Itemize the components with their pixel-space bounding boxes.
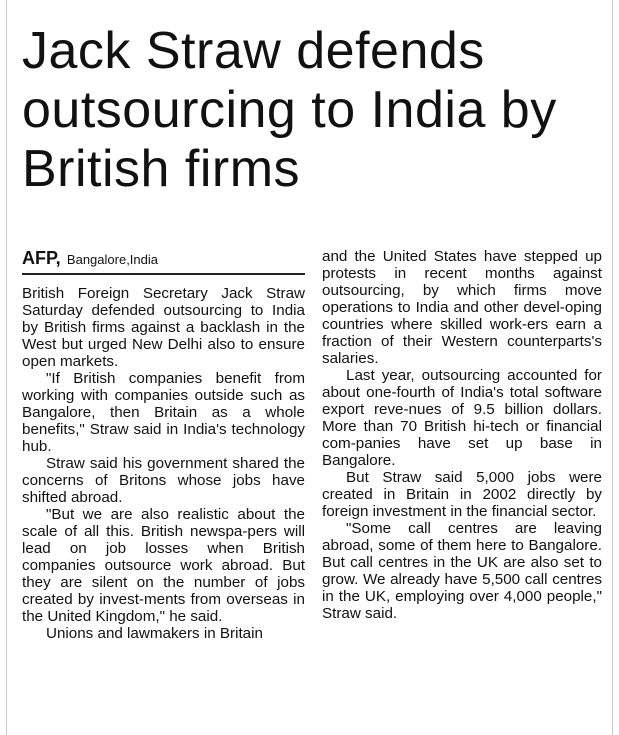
paragraph: "If British companies benefit from working with companies outside such as Bangalore, then Britain as a whole benefits," Straw said in India's technology hub. [22, 370, 305, 455]
paragraph: "But we are also realistic about the scale of all this. British newspa-pers will lead on job losses when British companies outsource work abroad. But they are silent on the number of jobs created by invest-ments from overseas in the United Kingdom," he said. [22, 506, 305, 625]
paragraph: and the United States have stepped up protests in recent months against outsourcing, by which firms move operations to India and other devel-oping countries where skilled work-ers earn a fraction of their Western counterparts's salaries. [322, 248, 602, 367]
paragraph: Last year, outsourcing accounted for about one-fourth of India's total software export reve-nues of 9.5 billion dollars. More than 70 British hi-tech or financial com-panies have set up base in Bangalore. [322, 367, 602, 469]
page-border-right [612, 0, 613, 735]
page-border-left [6, 0, 7, 735]
byline-agency: AFP, [22, 248, 61, 268]
article-column-left [22, 248, 305, 642]
byline-location: Bangalore,India [66, 252, 158, 267]
article-column-right [322, 248, 602, 622]
paragraph: But Straw said 5,000 jobs were created in Britain in 2002 directly by foreign investment in the financial sector. [322, 469, 602, 520]
byline [22, 248, 305, 268]
paragraph: "Some call centres are leaving abroad, some of them here to Bangalore. But call centres in the UK are also set to grow. We already have 5,500 call centres in the UK, employing over 4,000 people," Straw said. [322, 520, 602, 622]
paragraph: Unions and lawmakers in Britain [46, 625, 263, 642]
byline-rule [22, 273, 305, 275]
paragraph: British Foreign Secretary Jack Straw Saturday defended outsourcing to India by British firms against a backlash in the West but urged New Delhi also to ensure open markets. [22, 285, 305, 370]
headline: Jack Straw defends outsourcing to India by British firms [22, 22, 557, 198]
paragraph: Straw said his government shared the concerns of Britons whose jobs have shifted abroad. [22, 455, 305, 506]
